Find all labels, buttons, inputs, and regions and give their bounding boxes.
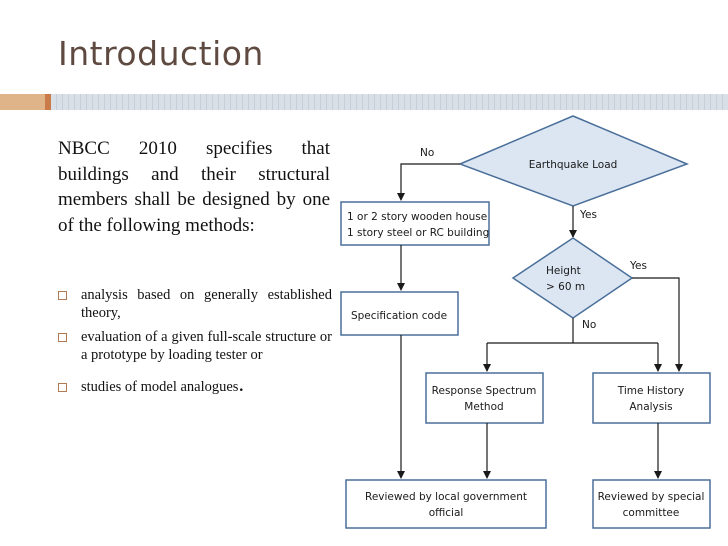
wooden-house-text-2: 1 story steel or RC building (347, 227, 490, 239)
time-history-text-1: Time History (617, 385, 685, 397)
bullet-text: evaluation of a given full-scale structure or a prototype by loading tester or (81, 329, 332, 363)
special-committee-text-1: Reviewed by special (597, 491, 705, 503)
local-government-text-2: official (428, 507, 464, 519)
label-yes-load: Yes (580, 209, 597, 221)
intro-paragraph: NBCC 2010 specifies that buildings and their structural members shall be designed by one of the following methods: (58, 138, 330, 236)
response-spectrum-text-2: Method (464, 401, 504, 413)
bullet-text: analysis based on generally established theory, (81, 287, 332, 321)
time-history-text-2: Analysis (629, 401, 673, 413)
label-no-load: No (420, 147, 435, 159)
bullet-tail: . (238, 371, 244, 396)
special-committee-box (593, 480, 710, 528)
arrow-height-yes (632, 278, 679, 371)
response-spectrum-box (426, 373, 543, 423)
special-committee-text-2: committee (622, 507, 680, 519)
height-diamond (513, 238, 632, 318)
label-no-height: No (582, 319, 597, 331)
label-yes-height: Yes (630, 260, 647, 272)
time-history-box (593, 373, 710, 423)
height-text-1: Height (546, 265, 581, 277)
local-government-box (346, 480, 546, 528)
earthquake-load-text: Earthquake Load (528, 159, 618, 171)
arrow-load-no (401, 164, 460, 200)
response-spectrum-text-1: Response Spectrum (431, 385, 537, 397)
specification-code-text: Specification code (350, 310, 448, 322)
wooden-house-text-1: 1 or 2 story wooden house (347, 211, 488, 223)
bullet-text: studies of model analogues (81, 379, 239, 395)
local-government-text-1: Reviewed by local government (365, 491, 527, 503)
slide-title: Introduction (58, 34, 264, 73)
height-text-2: > 60 m (546, 281, 586, 293)
